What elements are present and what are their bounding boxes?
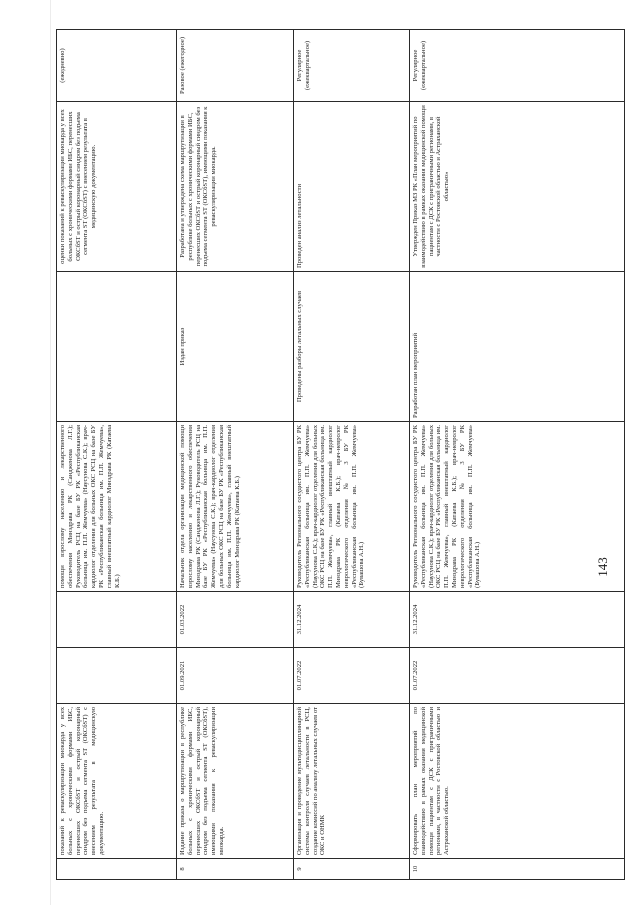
- row-number: 9: [294, 859, 410, 880]
- end-date: 31.12.2024: [294, 592, 410, 648]
- row-number: 8: [177, 859, 294, 880]
- end-date: 31.12.2024: [410, 592, 625, 648]
- result-indicator: Проведен анализ летальности: [294, 102, 410, 272]
- control-type: Регулярное (ежеквартальное): [410, 30, 625, 102]
- rotated-page-content: [56, 30, 624, 880]
- start-date: [57, 648, 177, 704]
- row-number: [57, 859, 177, 880]
- row-number: 10: [410, 859, 625, 880]
- expected-result: Издан приказ: [177, 272, 294, 422]
- control-type: Разовое (ежегодное): [177, 30, 294, 102]
- table-row: [57, 30, 177, 880]
- start-date: 01.07.2022: [410, 648, 625, 704]
- action-description: Издание приказа о маршрутизации в республике больных с хроническими формами ИБС, перенесших ОКСбST и острый коронарный синдром без подъема сегмента ST (ОКСбST), имеющими показания к реваскуляризации миокарда.: [177, 704, 294, 859]
- result-indicator: Утвержден Приказ МЗ РК «План мероприятий по взаимодействию в рамках оказания медицинской помощи пациентам с ДСК с приграничными регионами, в частности с Ростовской областью и Астраханской областью»: [410, 102, 625, 272]
- start-date: 01.07.2022: [294, 648, 410, 704]
- result-indicator: оценки показаний к реваскуляризации миокарда у всех больных с хроническими формами ИБС, перенесших ОКСбST и острый коронарный синдром без подъема сегмента ST (ОКСбST) с внесением результата в медицинскую документацию.: [57, 102, 177, 272]
- responsible-persons: помощи взрослому населению и лекарственного обеспечения Минздрава РК (Сандженова Л.Г.); Руководитель РСЦ на базе БУ РК «Республиканская больница им. П.П. Жемчуева» (Наусунова С.К.); врач-кардиолог отделения для больных ОКС РСЦ на базе БУ РК «Республиканская больница им. П.П. Жемчуева», главный внештатный кардиолог Минздрава РК (Катаева К.Б.): [57, 422, 177, 592]
- start-date: 01.09.2021: [177, 648, 294, 704]
- scan-edge-line: [50, 0, 51, 905]
- table-row: [177, 30, 294, 880]
- page-number: [591, 552, 615, 582]
- responsible-persons: Руководитель Регионального сосудистого центра БУ РК «Республиканская больница им. П.П. Жемчуева» (Наусунова С.К.); врач-кардиолог отделения для больных ОКС РСЦ на базе БУ РК «Республиканская больница им. П.П. Жемчуева», главный внештатный кардиолог Минздрава РК (Катаева К.Б.); врач-невролог неврологического отделения № 3 БУ РК «Республиканская больница им. П.П. Жемчуева» (Бувашова А.Н.): [410, 422, 625, 592]
- expected-result: Разработан план мероприятий: [410, 272, 625, 422]
- responsible-persons: Начальник отдела организации медицинской помощи взрослому населению и лекарственного обеспечения Минздрава РК (Сандженова Л.Г.); Руководитель РСЦ на базе БУ РК «Республиканская больница им. П.П. Жемчуева» (Наусунова С.К.); врач-кардиолог отделения для больных ОКС РСЦ на базе БУ РК «Республиканская больница им. П.П. Жемчуева», главный внештатный кардиолог Минздрава РК (Катаева К.Б.): [177, 422, 294, 592]
- end-date: [57, 592, 177, 648]
- expected-result: Проведены разборы летальных случаев: [294, 272, 410, 422]
- control-type: (ежедневно): [57, 30, 177, 102]
- table-row: [410, 30, 625, 880]
- table-row: [294, 30, 410, 880]
- expected-result: [57, 272, 177, 422]
- page-number-text: 143: [595, 557, 610, 577]
- action-plan-table: [56, 29, 625, 880]
- action-description: показаний к реваскуляризации миокарда у всех больных с хроническими формами ИБС, перенесших ОКСбST и острый коронарный синдром без подъема сегмента ST (ОКСбST) с внесением результата в медицинскую документацию.: [57, 704, 177, 859]
- action-description: Сформировать план мероприятий по взаимодействию в рамках оказания медицинской помощи пациентам с ДСК с приграничными регионами, в частности с Ростовской областью и Астраханской областью.: [410, 704, 625, 859]
- responsible-persons: Руководитель Регионального сосудистого центра БУ РК «Республиканская больница им. П.П. Жемчуева» (Наусунова С.К.); врач-кардиолог отделения для больных ОКС РСЦ на базе БУ РК «Республиканская больница им. П.П. Жемчуева», главный внештатный кардиолог Минздрава РК (Катаева К.Б.); врач-невролог неврологического отделения № 3 БУ РК «Республиканская больница им. П.П. Жемчуева» (Бувашова А.Н.): [294, 422, 410, 592]
- control-type: Регулярное (ежеквартальное): [294, 30, 410, 102]
- end-date: 01.03.2022: [177, 592, 294, 648]
- action-description: Организация и проведение мультидисциплинарной системы контроля случаев летальности в РСЦ, создание комиссий по анализу летальных случаев от ОКС и ОНМК: [294, 704, 410, 859]
- result-indicator: Разработана и утверждена схема маршрутизации в республике больных с хроническими формами ИБС, перенесших ОКСбST и острый коронарный синдром без подъема сегмента ST (ОКСбST), имеющими показания к реваскуляризации миокарда.: [177, 102, 294, 272]
